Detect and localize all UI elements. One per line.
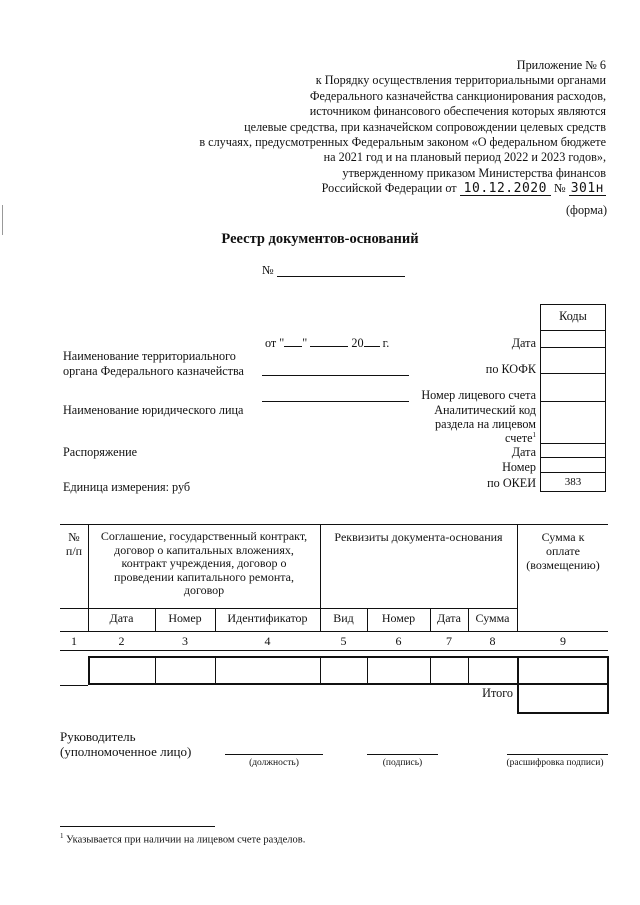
date-year-field xyxy=(364,346,380,347)
analytic-label-1: Аналитический код xyxy=(434,403,536,417)
codes-divider xyxy=(540,443,605,444)
decode-field xyxy=(507,754,608,755)
col-divider xyxy=(320,656,321,684)
date-from: от " xyxy=(265,336,285,350)
col-divider xyxy=(517,656,519,713)
date-code-label: Дата xyxy=(511,336,536,350)
col-number: 4 xyxy=(264,634,271,648)
col-number: 5 xyxy=(340,634,347,648)
codes-divider xyxy=(540,472,605,473)
order-label: Распоряжение xyxy=(63,445,138,459)
header-block xyxy=(136,58,606,197)
title-number-sign: № xyxy=(262,263,274,277)
order-date-label: Дата xyxy=(511,445,536,459)
date-month-field xyxy=(310,346,348,347)
treasury-name-field xyxy=(262,375,409,376)
col-divider xyxy=(367,656,368,684)
table-numbers-bottom xyxy=(60,650,608,651)
position-caption: (должность) xyxy=(249,758,299,768)
data-row-left-bottom xyxy=(60,685,88,686)
header-line-order xyxy=(136,181,606,196)
col-number: 2 xyxy=(118,634,125,648)
total-box-bottom xyxy=(517,712,609,714)
form-label: (форма) xyxy=(566,203,608,217)
col-number: 1 xyxy=(71,634,77,648)
unit-label: Единица измерения: руб xyxy=(63,480,191,494)
header-line: целевые средства, при казначейском сопровождении целевых средств xyxy=(244,119,606,134)
codes-divider xyxy=(540,347,605,348)
total-label: Итого xyxy=(482,686,513,700)
date-year-suffix: г. xyxy=(382,336,390,350)
kofk-label: по КОФК xyxy=(485,362,536,376)
subcol-number: Номер xyxy=(168,611,202,625)
order-number-sign: № xyxy=(554,181,566,196)
col-number: 8 xyxy=(489,634,496,648)
date-day-field xyxy=(284,346,302,347)
title-number-field xyxy=(277,276,405,277)
col-divider xyxy=(607,656,609,713)
subcol-identifier: Идентификатор xyxy=(227,611,308,625)
treasury-label-1: Наименование территориального xyxy=(63,349,236,363)
treasury-label-2: органа Федерального казначейства xyxy=(63,364,244,378)
analytic-label-3 xyxy=(505,431,536,446)
subcol-doc-number: Номер xyxy=(381,611,416,625)
analytic-label-2: раздела на лицевом xyxy=(434,417,536,431)
order-prefix: Российской Федерации от xyxy=(321,181,457,196)
document-title: Реестр документов-оснований xyxy=(221,231,419,247)
header-line: утвержденному приказом Министерства финансов xyxy=(342,165,606,180)
account-label: Номер лицевого счета xyxy=(421,388,536,402)
head-label-1: Руководитель xyxy=(60,729,136,744)
col-number: 9 xyxy=(560,634,566,648)
okei-code: 383 xyxy=(564,476,582,488)
signature-field xyxy=(367,754,438,755)
position-field xyxy=(225,754,323,755)
col-header-requisites: Реквизиты документа-основания xyxy=(334,530,503,544)
order-number-label: Номер xyxy=(502,460,536,474)
decode-caption: (расшифровка подписи) xyxy=(506,758,604,768)
order-number: 301н xyxy=(570,181,604,197)
signature-caption: (подпись) xyxy=(382,758,423,768)
data-row-top xyxy=(88,656,608,658)
col-divider xyxy=(88,656,90,684)
order-date: 10.12.2020 xyxy=(460,182,551,196)
codes-divider xyxy=(540,373,605,374)
col-header-sum: Сумма к оплате (возмещению) xyxy=(526,530,600,572)
date-quote: " xyxy=(302,336,308,350)
col-divider xyxy=(430,656,431,684)
col-divider xyxy=(468,656,469,684)
report-date-line xyxy=(265,336,389,351)
footnote-mark: 1 xyxy=(60,832,64,840)
codes-divider xyxy=(540,330,605,331)
subcol-kind: Вид xyxy=(333,611,354,625)
analytic-label-3-text: счете xyxy=(505,431,533,446)
okei-label: по ОКЕИ xyxy=(487,476,536,490)
col-divider xyxy=(155,656,156,684)
table-header-bottom xyxy=(60,631,608,632)
col-header-number: № п/п xyxy=(65,530,83,558)
col-number: 6 xyxy=(395,634,402,648)
header-line: к Порядку осуществления территориальными органами xyxy=(315,73,606,88)
col-header-agreement: Соглашение, государственный контракт, договор о капитальных вложениях, контракт учреждения, договор о проведении капитального ремонта, договор xyxy=(100,529,308,598)
col-number: 7 xyxy=(446,634,452,648)
col-divider xyxy=(215,656,216,684)
col-number: 3 xyxy=(182,634,188,648)
table-top-border xyxy=(60,524,608,525)
table-subheader-line xyxy=(60,608,517,609)
codes-divider xyxy=(540,401,605,402)
legal-entity-field xyxy=(262,401,409,402)
subcol-doc-date: Дата xyxy=(437,611,461,625)
header-line: Федерального казначейства санкционирования расходов, xyxy=(309,88,606,103)
data-row-bottom xyxy=(88,683,608,685)
header-line: в случаях, предусмотренных Федеральным законом «О федеральном бюджете xyxy=(199,135,606,150)
date-year-prefix: 20 xyxy=(351,336,364,350)
codes-divider xyxy=(540,457,605,458)
codes-header: Коды xyxy=(559,309,587,323)
subcol-doc-sum: Сумма xyxy=(475,611,510,625)
legal-entity-label: Наименование юридического лица xyxy=(63,403,244,417)
header-line: источником финансового обеспечения которых являются xyxy=(309,104,606,119)
head-label-2: (уполномоченное лицо) xyxy=(60,744,192,759)
footnote-text: Указывается при наличии на лицевом счете разделов. xyxy=(63,834,306,846)
footnote xyxy=(60,832,305,846)
header-line: на 2021 год и на плановый период 2022 и 2023 годов», xyxy=(323,150,606,165)
header-line: Приложение № 6 xyxy=(516,58,606,72)
footnote-ref: 1 xyxy=(532,431,536,439)
codes-box xyxy=(540,304,606,492)
subcol-date: Дата xyxy=(109,611,134,625)
footnote-separator xyxy=(60,826,215,827)
